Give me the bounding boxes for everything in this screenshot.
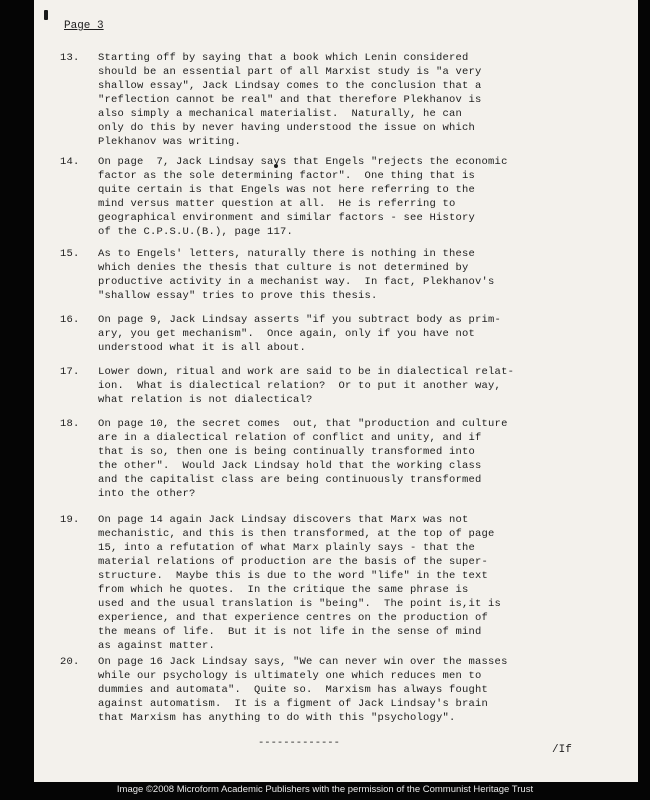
text-line: As to Engels' letters, naturally there is nothing in these: [98, 248, 476, 260]
page-label: Page 3: [64, 20, 104, 32]
item-number: 13.: [60, 52, 80, 64]
text-line: experience, and that experience centres on the production of: [98, 612, 489, 624]
item-number: 20.: [60, 656, 80, 668]
text-line: only do this by never having understood the issue on which: [98, 122, 476, 134]
staple-mark: [44, 10, 48, 20]
text-line: material relations of production are the basis of the super-: [98, 556, 489, 568]
text-line: that Marxism has anything to do with this "psychology".: [98, 712, 456, 724]
text-line: against automatism. It is a figment of Jack Lindsay's brain: [98, 698, 489, 710]
text-line: ion. What is dialectical relation? Or to put it another way,: [98, 380, 502, 392]
text-line: ary, you get mechanism". Once again, only if you have not: [98, 328, 476, 340]
text-line: productive activity in a mechanist way. In fact, Plekhanov's: [98, 276, 495, 288]
text-line: "shallow essay" tries to prove this thesis.: [98, 290, 378, 302]
separator-line: -------------: [258, 737, 340, 749]
text-line: On page 7, Jack Lindsay says that Engels "rejects the economic: [98, 156, 508, 168]
item-number: 17.: [60, 366, 80, 378]
text-line: Plekhanov was writing.: [98, 136, 242, 148]
text-line: On page 14 again Jack Lindsay discovers that Marx was not: [98, 514, 469, 526]
text-line: are in a dialectical relation of conflict and unity, and if: [98, 432, 482, 444]
item-text: [98, 247, 495, 303]
item-text: [98, 51, 482, 149]
text-line: while our psychology is ultimately one which reduces men to: [98, 670, 482, 682]
text-line: into the other?: [98, 488, 196, 500]
image-credit: Image ©2008 Microform Academic Publishers with the permission of the Communist Heritage Trust: [116, 784, 534, 795]
text-line: quite certain is that Engels was not here referring to the: [98, 184, 476, 196]
text-line: as against matter.: [98, 640, 216, 652]
text-line: also simply a mechanical materialist. Naturally, he can: [98, 108, 463, 120]
item-number: 14.: [60, 156, 80, 168]
text-line: 15, into a refutation of what Marx plainly says - that the: [98, 542, 476, 554]
text-line: what relation is not dialectical?: [98, 394, 313, 406]
text-line: "reflection cannot be real" and that therefore Plekhanov is: [98, 94, 482, 106]
item-text: [98, 155, 508, 239]
item-text: [98, 417, 508, 501]
text-line: should be an essential part of all Marxist study is "a very: [98, 66, 482, 78]
item-number: 15.: [60, 248, 80, 260]
text-line: mechanistic, and this is then transformed, at the top of page: [98, 528, 495, 540]
text-line: the means of life. But it is not life in the sense of mind: [98, 626, 482, 638]
continuation-mark: /If: [552, 744, 572, 756]
item-text: [98, 655, 508, 725]
text-line: On page 9, Jack Lindsay asserts "if you subtract body as prim-: [98, 314, 502, 326]
text-line: understood what it is all about.: [98, 342, 307, 354]
text-line: and the capitalist class are being continuously transformed: [98, 474, 482, 486]
item-number: 19.: [60, 514, 80, 526]
item-text: [98, 365, 514, 407]
text-line: that is so, then one is being continually transformed into: [98, 446, 476, 458]
text-line: Starting off by saying that a book which Lenin considered: [98, 52, 469, 64]
text-line: which denies the thesis that culture is not determined by: [98, 262, 469, 274]
text-line: mind versus matter question at all. He is referring to: [98, 198, 456, 210]
text-line: dummies and automata". Quite so. Marxism has always fought: [98, 684, 489, 696]
text-line: of the C.P.S.U.(B.), page 117.: [98, 226, 294, 238]
text-line: shallow essay", Jack Lindsay comes to the conclusion that a: [98, 80, 482, 92]
text-line: factor as the sole determining factor". One thing that is: [98, 170, 476, 182]
item-text: [98, 513, 501, 653]
text-line: the other". Would Jack Lindsay hold that the working class: [98, 460, 482, 472]
text-line: structure. Maybe this is due to the word "life" in the text: [98, 570, 489, 582]
text-line: Lower down, ritual and work are said to be in dialectical relat-: [98, 366, 515, 378]
text-line: On page 10, the secret comes out, that "production and culture: [98, 418, 508, 430]
text-line: from which he quotes. In the critique the same phrase is: [98, 584, 469, 596]
text-line: geographical environment and similar factors - see History: [98, 212, 476, 224]
item-number: 18.: [60, 418, 80, 430]
item-number: 16.: [60, 314, 80, 326]
item-text: [98, 313, 501, 355]
text-line: used and the usual translation is "being". The point is,it is: [98, 598, 502, 610]
text-line: On page 16 Jack Lindsay says, "We can never win over the masses: [98, 656, 508, 668]
